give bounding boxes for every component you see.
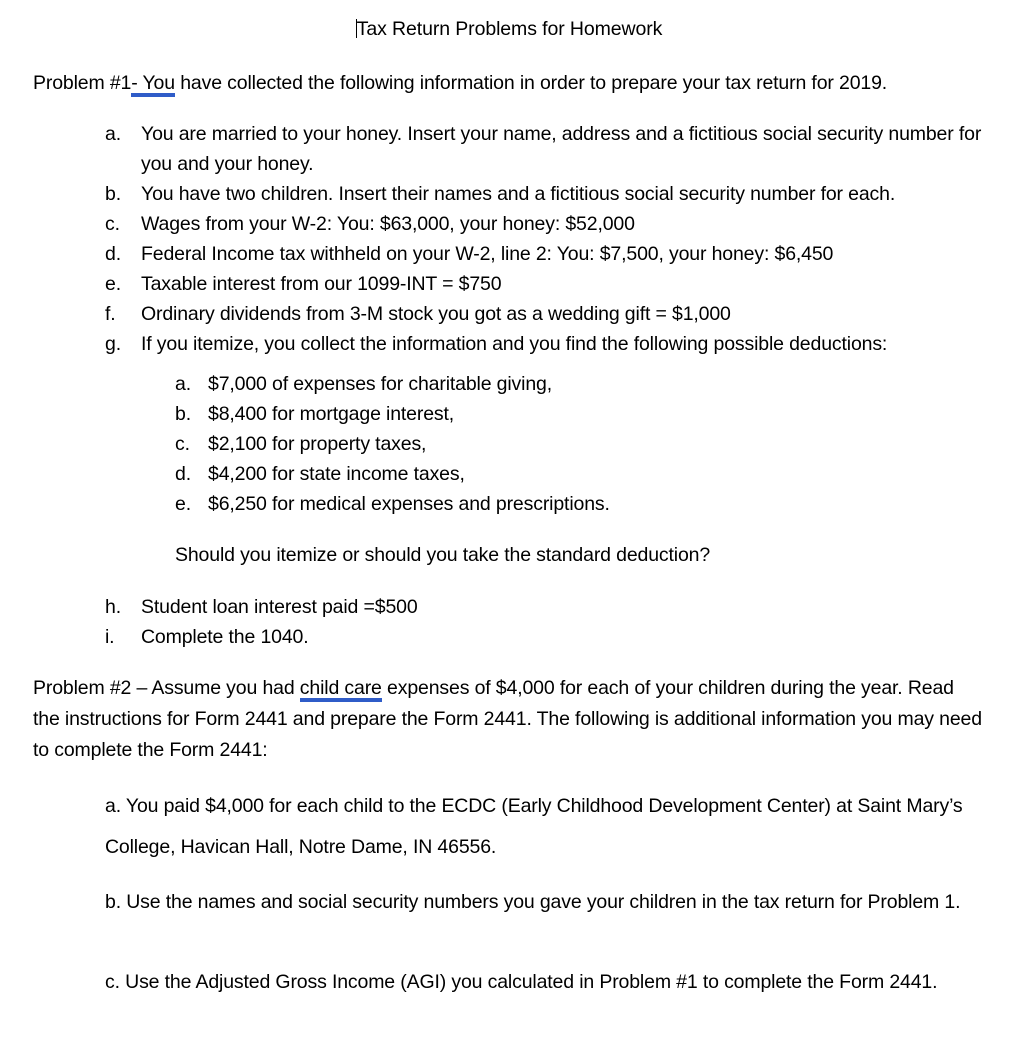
list-marker: c. (105, 213, 120, 235)
page-title-text: Tax Return Problems for Homework (356, 18, 663, 40)
list-item-text: Federal Income tax withheld on your W-2, line 2: You: $7,500, your honey: $6,450 (141, 243, 834, 265)
list-item (175, 429, 935, 459)
problem1-intro (33, 68, 993, 98)
list-marker: i. (105, 626, 115, 648)
list-item (105, 329, 995, 359)
list-marker: a. (105, 123, 121, 145)
list-item (175, 489, 935, 519)
list-item (175, 459, 935, 489)
list-marker: e. (175, 493, 191, 515)
problem1-item-list (105, 119, 995, 359)
list-item (105, 592, 995, 622)
problem2-item-c: c. Use the Adjusted Gross Income (AGI) you calculated in Problem #1 to complete the Form 2441. (105, 971, 938, 993)
list-item (105, 209, 995, 239)
problem2-intro (33, 673, 983, 766)
problem2-item-a: a. You paid $4,000 for each child to the ECDC (Early Childhood Development Center) at Saint Mary’s College, Havican Hall, Notre Dame, IN 46556. (105, 795, 963, 858)
list-item (105, 299, 995, 329)
list-item-text: $8,400 for mortgage interest, (208, 403, 455, 425)
list-marker: d. (105, 243, 121, 265)
list-item-text: $4,200 for state income taxes, (208, 463, 465, 485)
problem2-intro-underlined: child care (300, 677, 382, 702)
list-item-text: Complete the 1040. (141, 626, 309, 648)
itemize-question: Should you itemize or should you take the standard deduction? (175, 544, 711, 566)
list-item-text: You are married to your honey. Insert your name, address and a fictitious social security number for you and your honey. (141, 123, 982, 175)
list-item-text: Wages from your W-2: You: $63,000, your honey: $52,000 (141, 213, 635, 235)
list-marker: f. (105, 303, 116, 325)
list-item (175, 369, 935, 399)
problem2-item-b: b. Use the names and social security numbers you gave your children in the tax return for Problem 1. (105, 891, 961, 913)
list-item-text: $7,000 of expenses for charitable giving, (208, 373, 552, 395)
page-title (0, 16, 1018, 42)
list-marker: a. (175, 373, 191, 395)
list-item-text: $6,250 for medical expenses and prescriptions. (208, 493, 610, 515)
list-item (105, 119, 995, 179)
list-item (105, 622, 995, 652)
list-item-text: Ordinary dividends from 3-M stock you got as a wedding gift = $1,000 (141, 303, 731, 325)
list-marker: b. (105, 183, 121, 205)
list-item-text: If you itemize, you collect the information and you find the following possible deductions: (141, 333, 888, 355)
problem1-intro-underlined: - You (131, 72, 175, 97)
problem1-intro-suffix: have collected the following information in order to prepare your tax return for 2019. (174, 72, 888, 94)
problem1-item-list-tail (105, 592, 995, 652)
list-marker: e. (105, 273, 121, 295)
list-item-text: Taxable interest from our 1099-INT = $750 (141, 273, 502, 295)
problem1-deduction-list (175, 369, 935, 519)
list-marker: h. (105, 596, 121, 618)
list-item (105, 179, 995, 209)
list-marker: b. (175, 403, 191, 425)
list-item (175, 399, 935, 429)
problem1-intro-prefix: Problem #1 (33, 72, 132, 94)
list-item-text: Student loan interest paid =$500 (141, 596, 418, 618)
problem2-intro-prefix: Problem #2 – Assume you had (33, 677, 300, 699)
list-item (105, 269, 995, 299)
list-marker: g. (105, 333, 121, 355)
list-marker: d. (175, 463, 191, 485)
list-item (105, 239, 995, 269)
list-marker: c. (175, 433, 190, 455)
problem2-intro-suffix: expenses of $4,000 for each of your children during the year. Read the instructions for Form 2441 and prepare the Form 2441. The following is additional information you may need to complete the Form 2441: (33, 677, 982, 761)
list-item-text: $2,100 for property taxes, (208, 433, 427, 455)
list-item-text: You have two children. Insert their names and a fictitious social security number for each. (141, 183, 896, 205)
